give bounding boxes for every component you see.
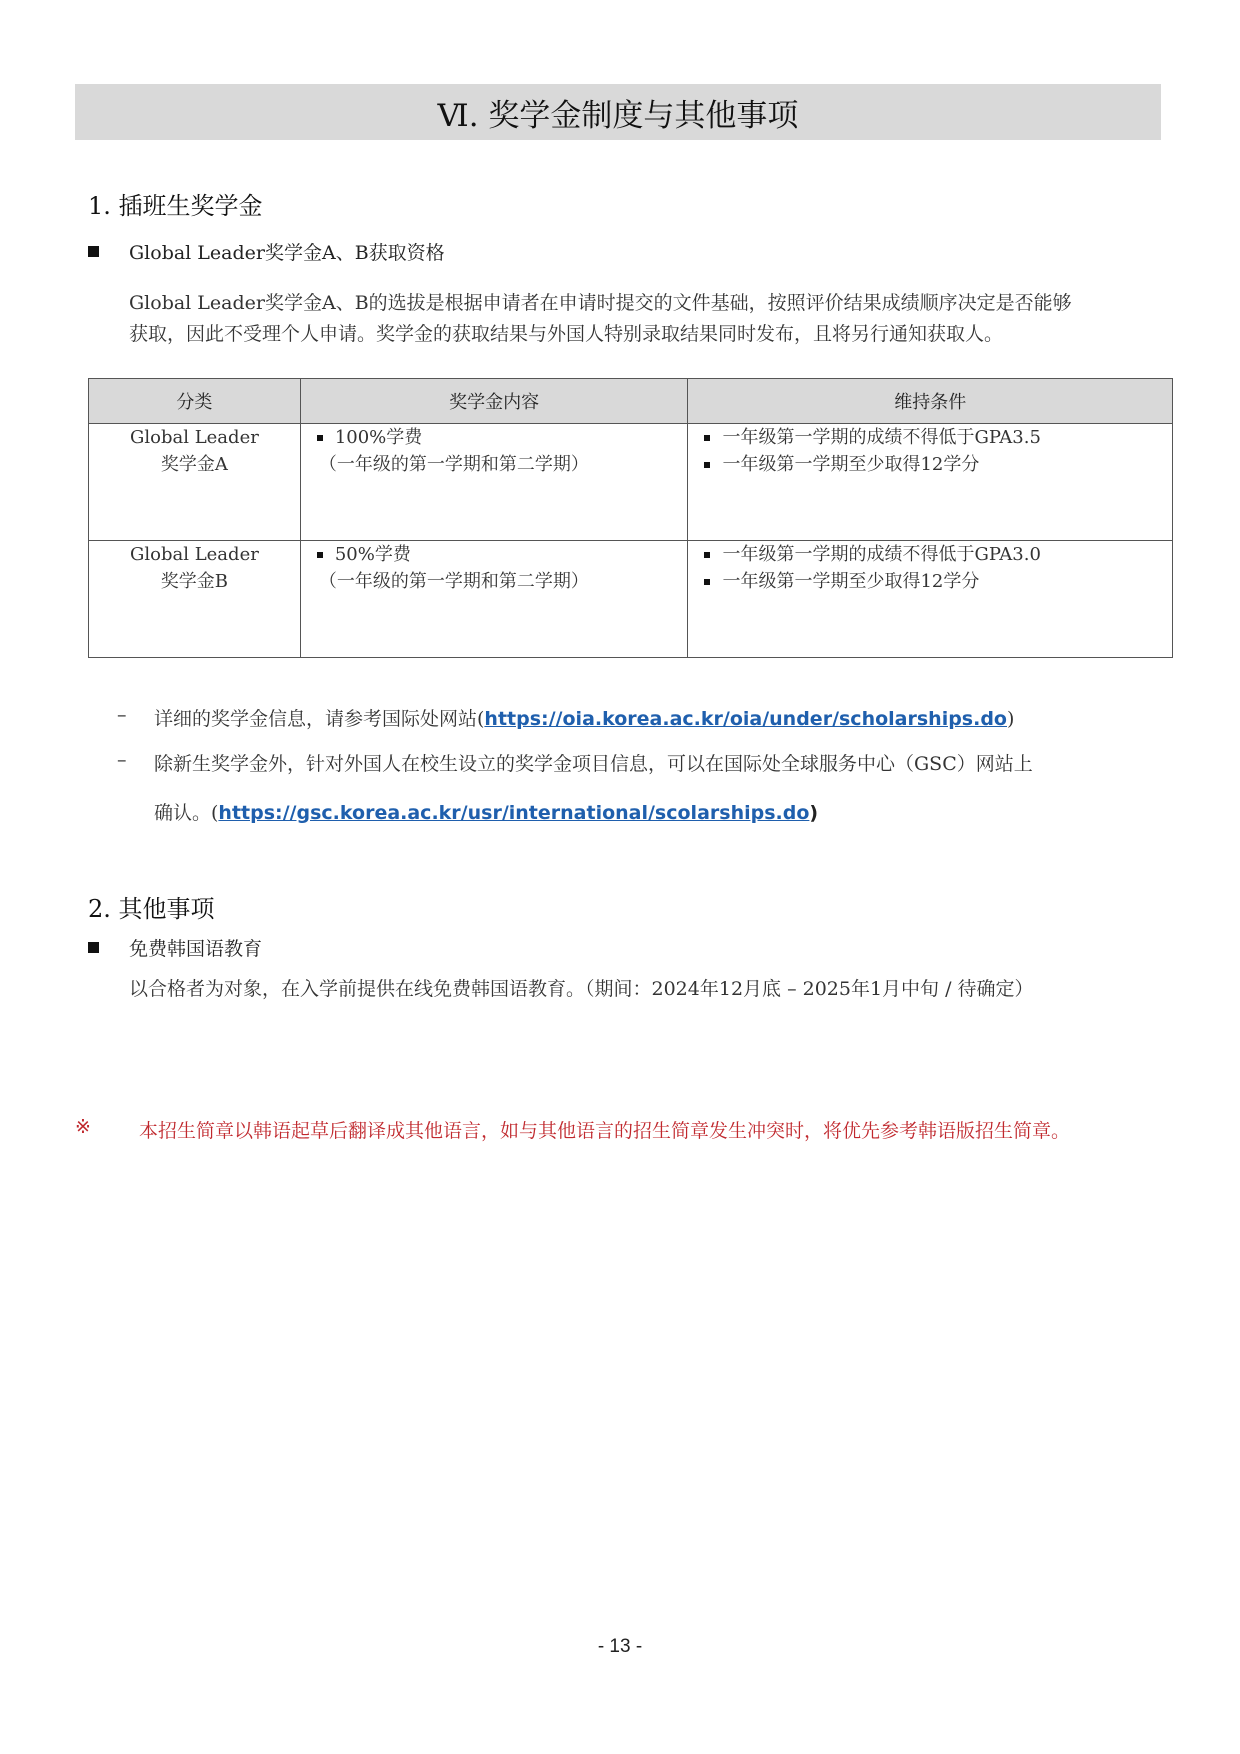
content-sub: （一年级的第一学期和第二学期） (318, 454, 589, 475)
header-content: 奖学金内容 (300, 379, 688, 424)
dash-bullet-icon: – (117, 749, 127, 771)
section2-bullet-text: 免费韩国语教育 (129, 938, 263, 960)
note2-suffix: ) (809, 802, 819, 824)
scholarship-table (88, 378, 1173, 658)
section2-paragraph: 以合格者为对象，在入学前提供在线免费韩国语教育。（期间：2024年12月底 – 2025年1月中旬 / 待确定） (129, 978, 1034, 1000)
header-conditions: 维持条件 (688, 379, 1173, 424)
category-line: Global Leader (130, 427, 259, 448)
chapter-title-bar (75, 84, 1161, 140)
bullet-icon (317, 552, 323, 558)
note2-line1: 除新生奖学金外，针对外国人在校生设立的奖学金项目信息，可以在国际处全球服务中心（GSC）网站上 (154, 753, 1033, 775)
content-main: 50%学费 (334, 544, 411, 565)
chapter-title: Ⅵ. 奖学金制度与其他事项 (437, 97, 799, 134)
row-conditions (688, 424, 1173, 541)
table-header-row (89, 379, 1173, 424)
note-gsc-info (117, 749, 1033, 776)
row-category (89, 541, 301, 658)
bullet-icon (317, 435, 323, 441)
category-line: 奖学金B (160, 571, 229, 592)
row-content (300, 424, 688, 541)
condition-item: 一年级第一学期的成绩不得低于GPA3.5 (722, 427, 1041, 448)
category-line: Global Leader (130, 544, 259, 565)
content-sub: （一年级的第一学期和第二学期） (318, 571, 589, 592)
reference-mark-icon: ※ (75, 1116, 91, 1138)
row-content (300, 541, 688, 658)
table-row (89, 424, 1173, 541)
section1-bullet (88, 238, 445, 265)
dash-bullet-icon: – (117, 704, 127, 726)
table-row (89, 541, 1173, 658)
notice-text: 本招生简章以韩语起草后翻译成其他语言，如与其他语言的招生简章发生冲突时，将优先参考韩语版招生简章。 (139, 1120, 1071, 1142)
bullet-icon (704, 462, 710, 468)
note1-suffix: ) (1007, 708, 1015, 730)
section1-para-line2: 获取，因此不受理个人申请。奖学金的获取结果与外国人特别录取结果同时发布，且将另行通知获取人。 (129, 323, 1004, 345)
row-category (89, 424, 301, 541)
content-main: 100%学费 (334, 427, 423, 448)
condition-item: 一年级第一学期至少取得12学分 (722, 454, 980, 475)
section1-title: 1. 插班生奖学金 (88, 192, 263, 220)
note-gsc-link-line (154, 798, 818, 825)
section1-paragraph (129, 288, 1139, 350)
translation-notice (75, 1116, 1070, 1143)
page-number: - 13 - (597, 1636, 643, 1657)
gsc-scholarship-link[interactable]: https://gsc.korea.ac.kr/usr/international/scolarships.do (218, 802, 810, 824)
category-line: 奖学金A (160, 454, 228, 475)
bullet-icon (704, 552, 710, 558)
header-category: 分类 (89, 379, 301, 424)
bullet-icon (704, 579, 710, 585)
section1-para-line1: Global Leader奖学金A、B的选拔是根据申请者在申请时提交的文件基础，按照评价结果成绩顺序决定是否能够 (129, 292, 1072, 314)
oia-scholarship-link[interactable]: https://oia.korea.ac.kr/oia/under/scholarships.do (484, 708, 1007, 730)
section2-title: 2. 其他事项 (88, 895, 215, 923)
section1-bullet-text: Global Leader奖学金A、B获取资格 (129, 242, 445, 264)
condition-item: 一年级第一学期至少取得12学分 (722, 571, 980, 592)
square-bullet-icon (88, 942, 99, 953)
square-bullet-icon (88, 246, 99, 257)
condition-item: 一年级第一学期的成绩不得低于GPA3.0 (722, 544, 1041, 565)
section2-bullet (88, 934, 262, 961)
note2-prefix: 确认。( (154, 802, 219, 824)
note-scholarship-info (117, 704, 1014, 731)
bullet-icon (704, 435, 710, 441)
note1-prefix: 详细的奖学金信息，请参考国际处网站( (154, 708, 485, 730)
row-conditions (688, 541, 1173, 658)
